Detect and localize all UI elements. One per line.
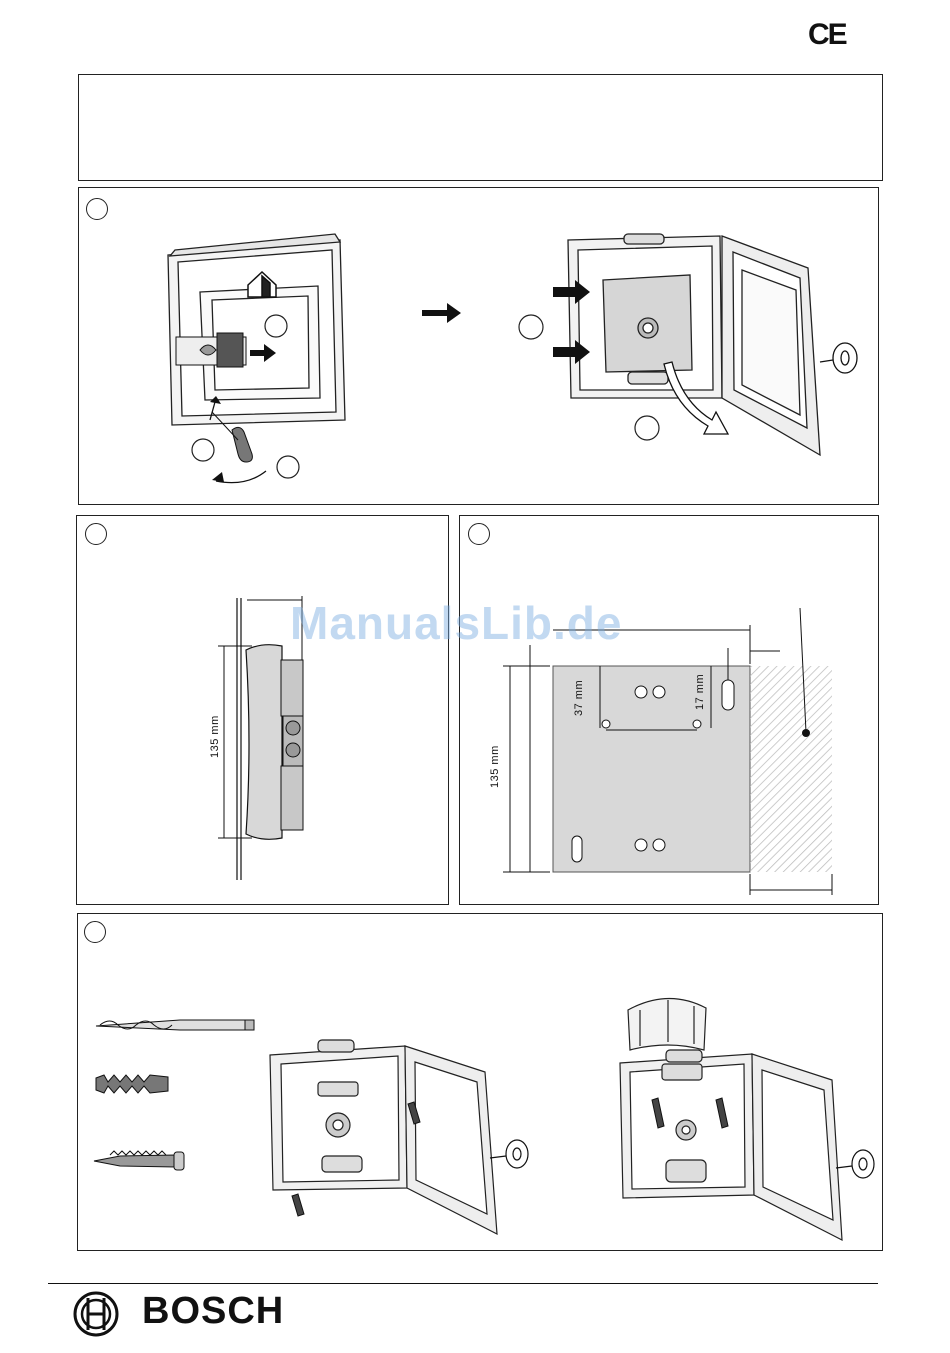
side-height-label: 135 mm <box>209 715 221 758</box>
screw-icon <box>94 1151 184 1170</box>
bosch-logo <box>72 1290 120 1338</box>
hole-vertical-label: 37 mm <box>573 679 585 716</box>
slot-offset-label: 17 mm <box>694 673 706 710</box>
watermark: ManualsLib.de <box>290 597 623 649</box>
brand-name: BOSCH <box>142 1290 285 1332</box>
ce-mark: CE <box>808 18 846 51</box>
key-icon <box>490 1140 528 1168</box>
footer-rule <box>48 1283 878 1284</box>
housing-flush-mount <box>620 1050 842 1240</box>
key-icon <box>836 1150 874 1178</box>
drill-bit-icon <box>96 1020 254 1030</box>
front-height-label: 135 mm <box>489 745 501 788</box>
wall-plug-icon <box>96 1075 168 1093</box>
housing-wall-mount <box>270 1040 497 1234</box>
flush-box <box>628 998 706 1050</box>
